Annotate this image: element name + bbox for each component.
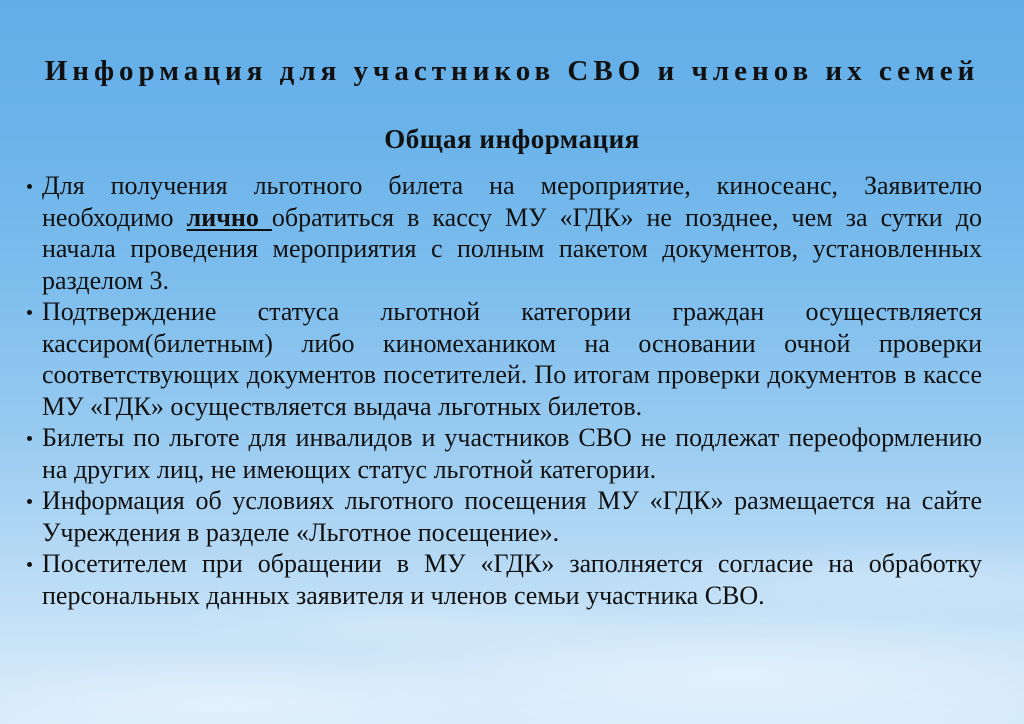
bullet-text: Подтверждение статуса льготной категории граждан осуществляется кассиром(билетным) либо киномехаником на основании очной проверки соответствующих документов посетителей. По итогам проверки документов в кассе МУ «ГДК» осуществляется выдача льготных билетов. <box>42 297 982 421</box>
list-item <box>22 170 982 296</box>
page-title: Информация для участников СВО и членов их семей <box>44 55 980 87</box>
bullet-text: Информация об условиях льготного посещения МУ «ГДК» размещается на сайте Учреждения в разделе «Льготное посещение». <box>42 486 982 547</box>
emphasized-word: лично <box>186 202 272 232</box>
bullet-list <box>22 170 982 611</box>
bullet-text: Посетителем при обращении в МУ «ГДК» заполняется согласие на обработку персональных данных заявителя и членов семьи участника СВО. <box>42 549 982 610</box>
list-item <box>22 296 982 422</box>
bullet-text-after: обратиться в кассу МУ «ГДК» не позднее, чем за сутки до начала проведения мероприятия с полным пакетом документов, установленных разделом 3. <box>42 202 982 295</box>
bullet-text: Билеты по льготе для инвалидов и участников СВО не подлежат переоформлению на других лиц, не имеющих статус льготной категории. <box>42 423 982 484</box>
list-item <box>22 422 982 485</box>
bullet-text-before: Для получения льготного билета на мероприятие, киносеанс, Заявителю необходимо <box>42 171 982 232</box>
section-subtitle: Общая информация <box>384 124 640 154</box>
list-item <box>22 548 982 611</box>
list-item <box>22 485 982 548</box>
